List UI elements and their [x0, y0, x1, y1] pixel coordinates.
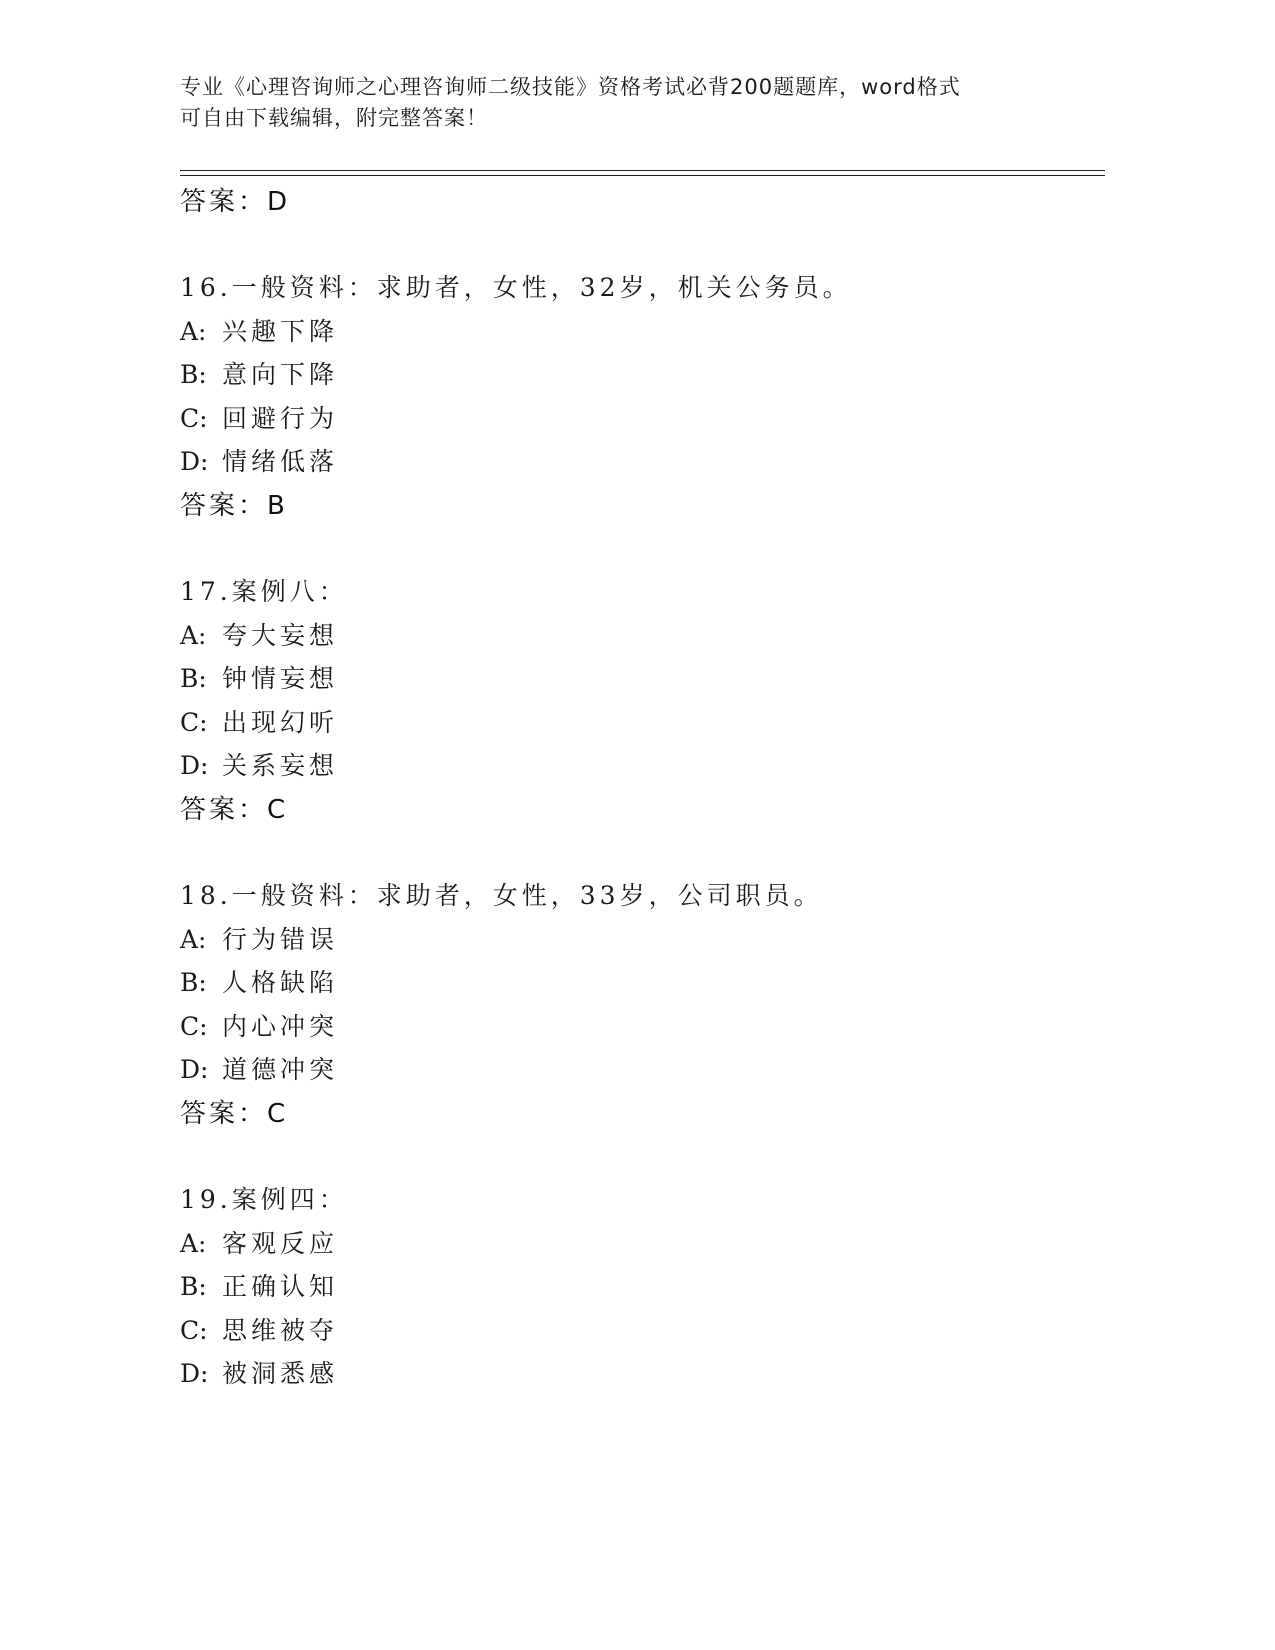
option-c [180, 397, 1100, 441]
option-key: D: [180, 751, 209, 781]
question-item [180, 1178, 1100, 1396]
option-key: D: [180, 447, 209, 477]
option-key: C: [180, 1315, 208, 1345]
header-divider-bottom [180, 175, 1105, 176]
option-key: D: [180, 1359, 209, 1389]
option-text: 客观反应 [222, 1228, 339, 1258]
question-item [180, 266, 1100, 528]
option-a [180, 614, 1100, 658]
option-text: 正确认知 [222, 1272, 339, 1302]
option-a [180, 918, 1100, 962]
answer-line [180, 180, 1100, 224]
option-text: 出现幻听 [222, 707, 339, 737]
question-stem: 17.案例八： [180, 576, 348, 606]
option-b [180, 1265, 1100, 1309]
option-b [180, 961, 1100, 1005]
answer-value: B [267, 490, 287, 521]
option-key: B: [180, 1272, 207, 1302]
option-d [180, 1048, 1100, 1092]
answer-label: 答案： [180, 1098, 268, 1129]
option-text: 钟情妄想 [222, 664, 339, 694]
option-c [180, 701, 1100, 745]
answer-value: C [267, 794, 288, 825]
answer-label: 答案： [180, 187, 268, 217]
option-text: 关系妄想 [222, 751, 339, 781]
option-key: A: [180, 924, 207, 954]
answer-value: C [267, 1098, 288, 1129]
option-key: C: [180, 403, 208, 433]
answer-line [180, 484, 1100, 528]
option-key: B: [180, 968, 207, 998]
option-text: 被洞悉感 [222, 1359, 339, 1389]
option-a [180, 1222, 1100, 1266]
option-text: 思维被夺 [222, 1315, 339, 1345]
option-text: 回避行为 [222, 403, 339, 433]
option-key: B: [180, 360, 207, 390]
option-c [180, 1005, 1100, 1049]
option-text: 兴趣下降 [222, 316, 339, 346]
answer-line [180, 1092, 1100, 1136]
option-c [180, 1309, 1100, 1353]
answer-line [180, 788, 1100, 832]
option-text: 意向下降 [222, 360, 339, 390]
option-d [180, 1352, 1100, 1396]
question-item [180, 570, 1100, 832]
option-text: 夸大妄想 [222, 620, 339, 650]
option-text: 行为错误 [222, 924, 339, 954]
option-key: A: [180, 1228, 207, 1258]
header-divider-top [180, 170, 1105, 171]
question-stem: 18.一般资料：求助者，女性，33岁，公司职员。 [180, 880, 823, 910]
option-text: 人格缺陷 [222, 968, 339, 998]
header-line-1: 专业《心理咨询师之心理咨询师二级技能》资格考试必背200题题库，word格式 [180, 75, 961, 99]
option-key: A: [180, 316, 207, 346]
question-list [180, 180, 1100, 1396]
option-b [180, 657, 1100, 701]
option-key: B: [180, 664, 207, 694]
answer-label: 答案： [180, 490, 268, 521]
option-key: C: [180, 1011, 208, 1041]
option-text: 道德冲突 [222, 1055, 339, 1085]
answer-label: 答案： [180, 794, 268, 825]
option-text: 情绪低落 [222, 447, 339, 477]
question-stem: 16.一般资料：求助者，女性，32岁，机关公务员。 [180, 273, 852, 302]
header-line-2: 可自由下载编辑，附完整答案！ [180, 106, 488, 130]
option-key: D: [180, 1055, 209, 1085]
question-item [180, 874, 1100, 1136]
option-b [180, 353, 1100, 397]
answer-value: D [267, 187, 290, 217]
option-d [180, 440, 1100, 484]
option-d [180, 744, 1100, 788]
question-stem: 19.案例四： [180, 1184, 348, 1214]
option-text: 内心冲突 [222, 1011, 339, 1041]
option-key: C: [180, 707, 208, 737]
option-key: A: [180, 620, 207, 650]
document-header [180, 72, 1060, 134]
option-a [180, 310, 1100, 354]
